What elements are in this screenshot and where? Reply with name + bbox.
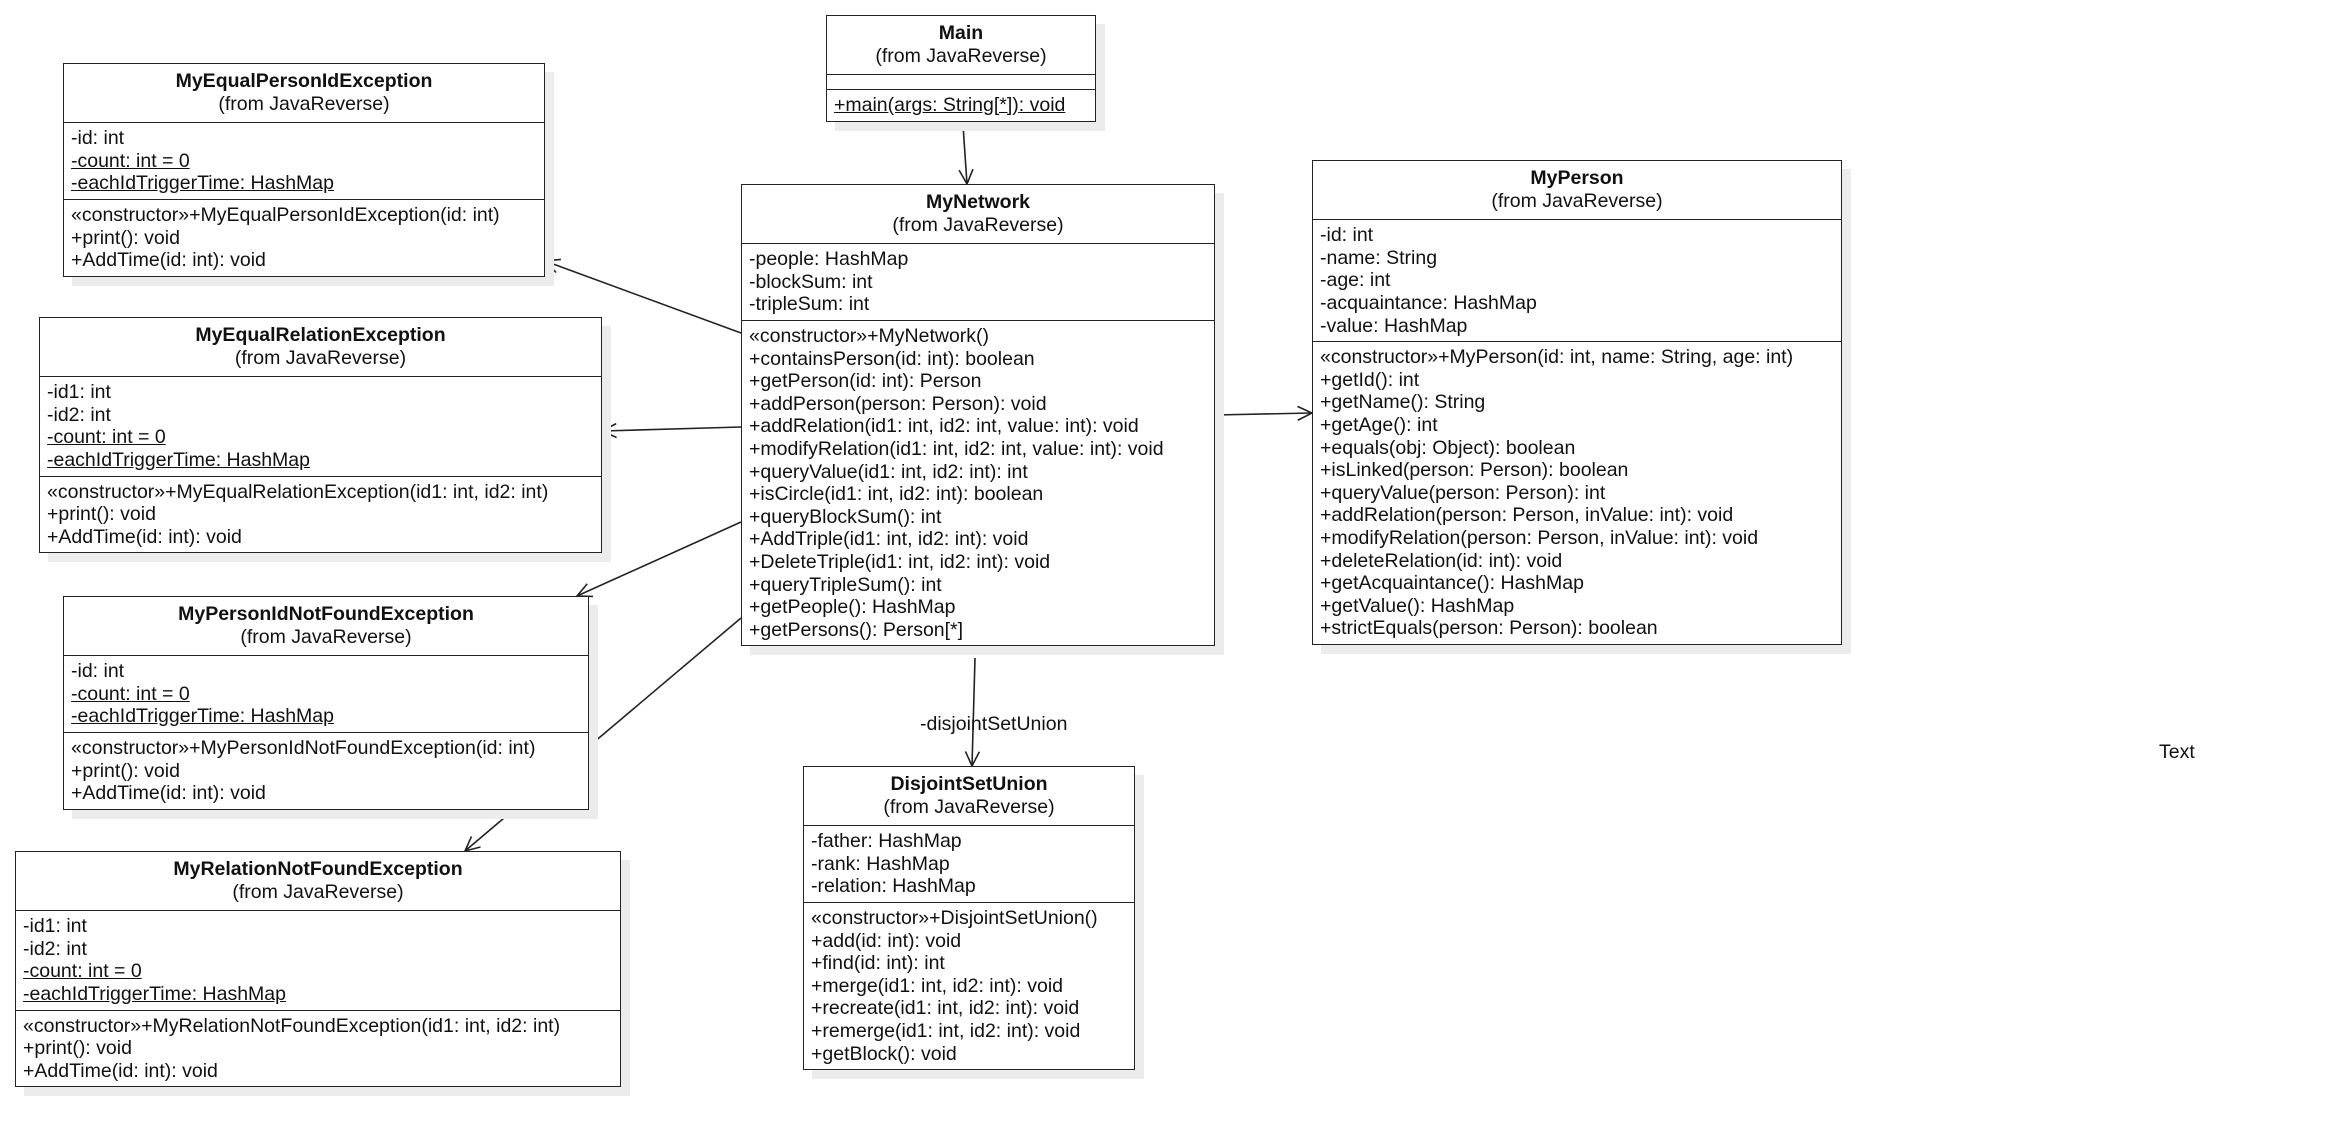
class-name: MyPersonIdNotFoundException [178,603,474,625]
class-header [64,64,544,123]
attribute-row: -age: int [1320,269,1391,292]
method-section [16,1011,620,1087]
method-row: +modifyRelation(person: Person, inValue: int): void [1320,526,1759,549]
method-row: «constructor»+MyPerson(id: int, name: String, age: int) [1320,346,1794,369]
class-name: MyRelationNotFoundException [173,858,463,880]
method-row: +addPerson(person: Person): void [749,392,1047,415]
class-package-note: (from JavaReverse) [1491,189,1663,212]
method-row: +add(id: int): void [811,929,962,952]
method-row: +getPerson(id: int): Person [749,370,982,393]
attribute-row: -eachIdTriggerTime: HashMap [71,172,334,195]
method-row: +AddTime(id: int): void [23,1059,218,1082]
method-row: «constructor»+MyRelationNotFoundException(id1: int, id2: int) [23,1014,561,1037]
method-section [1313,342,1841,644]
attribute-row: -acquaintance: HashMap [1320,291,1537,314]
attribute-row: -id2: int [47,403,111,426]
class-package-note: (from JavaReverse) [892,213,1064,236]
attribute-section [804,826,1134,903]
class-name: MyPerson [1530,167,1624,189]
class-name: Main [938,22,984,44]
method-row: +main(args: String[*]): void [834,94,1066,117]
method-row: +queryValue(id1: int, id2: int): int [749,460,1028,483]
class-header [64,597,588,656]
method-row: +getAge(): int [1320,413,1438,436]
attribute-section [827,75,1095,90]
method-row: +deleteRelation(id: int): void [1320,549,1563,572]
class-main[interactable] [826,15,1096,122]
attribute-row: -name: String [1320,246,1438,269]
method-row: +AddTime(id: int): void [71,249,266,272]
attribute-row: -eachIdTriggerTime: HashMap [23,982,286,1005]
attribute-row: -count: int = 0 [23,960,142,983]
class-header [16,852,620,911]
class-myperson[interactable] [1312,160,1842,645]
method-row: «constructor»+MyEqualPersonIdException(id: int) [71,203,500,226]
method-row: +getId(): int [1320,368,1420,391]
class-header [804,767,1134,826]
method-row: +getValue(): HashMap [1320,594,1515,617]
association-mynetwork-to-equalrelation [602,424,741,438]
method-row: «constructor»+MyNetwork() [749,324,990,347]
method-row: +AddTime(id: int): void [71,782,266,805]
class-header [742,185,1214,244]
method-section [827,90,1095,121]
method-row: +strictEquals(person: Person): boolean [1320,617,1658,640]
method-row: +DeleteTriple(id1: int, id2: int): void [749,550,1051,573]
attribute-row: -eachIdTriggerTime: HashMap [47,448,310,471]
free-text: Text [2159,741,2195,763]
method-row: «constructor»+DisjointSetUnion() [811,906,1098,929]
association-mynetwork-to-myperson [1215,406,1312,420]
class-package-note: (from JavaReverse) [218,92,390,115]
attribute-row: -id: int [1320,224,1374,247]
association-label: -disjointSetUnion [920,713,1068,735]
method-row: +remerge(id1: int, id2: int): void [811,1019,1081,1042]
method-row: +addRelation(person: Person, inValue: int): void [1320,504,1734,527]
method-section [742,321,1214,645]
attribute-row: -tripleSum: int [749,293,870,316]
attribute-row: -id2: int [23,937,87,960]
method-row: «constructor»+MyPersonIdNotFoundException(id: int) [71,736,536,759]
class-package-note: (from JavaReverse) [240,625,412,648]
class-disjointsetunion[interactable] [803,766,1135,1070]
class-name: MyNetwork [925,191,1031,213]
method-row: +print(): void [71,759,180,782]
method-row: +print(): void [23,1037,132,1060]
method-row: +print(): void [47,503,156,526]
class-package-note: (from JavaReverse) [234,346,407,369]
attribute-row: -count: int = 0 [71,149,190,172]
method-row: +recreate(id1: int, id2: int): void [811,997,1080,1020]
attribute-row: -people: HashMap [749,248,909,271]
attribute-section [16,911,620,1010]
attribute-section [64,123,544,200]
method-row: +queryValue(person: Person): int [1320,481,1606,504]
class-header [40,318,601,377]
method-row: +getBlock(): void [811,1042,957,1065]
method-row: +AddTriple(id1: int, id2: int): void [749,528,1029,551]
class-myrelationnotfoundexception[interactable] [15,851,621,1087]
class-package-note: (from JavaReverse) [883,795,1055,818]
class-mynetwork[interactable] [741,184,1215,646]
class-header [1313,161,1841,220]
association-main-to-mynetwork [959,125,973,184]
method-row: +isLinked(person: Person): boolean [1320,459,1629,482]
attribute-section [1313,220,1841,342]
method-row: +queryBlockSum(): int [749,505,942,528]
attribute-row: -father: HashMap [811,830,962,853]
association-mynetwork-to-disjointsetunion [965,658,979,766]
attribute-section [64,656,588,733]
attribute-section [40,377,601,476]
method-row: +merge(id1: int, id2: int): void [811,974,1063,997]
method-section [64,733,588,809]
attribute-row: -count: int = 0 [47,426,166,449]
attribute-row: -count: int = 0 [71,682,190,705]
method-section [804,903,1134,1069]
attribute-section [742,244,1214,321]
method-row: +modifyRelation(id1: int, id2: int, value: int): void [749,437,1164,460]
class-package-note: (from JavaReverse) [232,880,404,903]
method-row: +print(): void [71,226,180,249]
method-row: «constructor»+MyEqualRelationException(id1: int, id2: int) [47,480,549,503]
method-row: +equals(obj: Object): boolean [1320,436,1576,459]
attribute-row: -rank: HashMap [811,852,950,875]
attribute-row: -id: int [71,127,125,150]
method-row: +find(id: int): int [811,952,945,975]
method-row: +getPersons(): Person[*] [749,618,964,641]
attribute-row: -eachIdTriggerTime: HashMap [71,705,334,728]
method-row: +containsPerson(id: int): boolean [749,347,1035,370]
method-section [40,477,601,553]
class-myequalpersonidexception[interactable] [63,63,545,277]
class-name: DisjointSetUnion [890,773,1048,795]
attribute-row: -id: int [71,660,125,683]
class-mypersonidnotfoundexception[interactable] [63,596,589,810]
class-name: MyEqualRelationException [195,324,446,346]
attribute-row: -blockSum: int [749,270,873,293]
class-myequalrelationexception[interactable] [39,317,602,553]
method-row: +getAcquaintance(): HashMap [1320,572,1584,595]
method-section [64,200,544,276]
class-name: MyEqualPersonIdException [175,70,433,92]
class-header [827,16,1095,75]
method-row: +addRelation(id1: int, id2: int, value: int): void [749,415,1139,438]
method-row: +queryTripleSum(): int [749,573,942,596]
method-row: +isCircle(id1: int, id2: int): boolean [749,483,1044,506]
attribute-row: -relation: HashMap [811,875,976,898]
method-row: +getPeople(): HashMap [749,596,956,619]
attribute-row: -id1: int [47,381,111,404]
class-package-note: (from JavaReverse) [875,44,1047,67]
attribute-row: -value: HashMap [1320,314,1468,337]
method-row: +AddTime(id: int): void [47,525,242,548]
attribute-row: -id1: int [23,915,87,938]
method-row: +getName(): String [1320,391,1486,414]
